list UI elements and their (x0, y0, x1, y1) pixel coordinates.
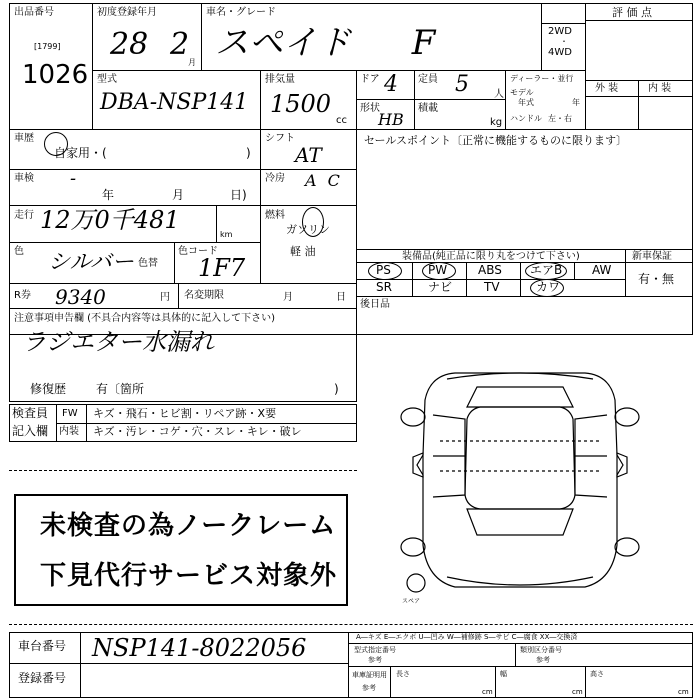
garage-cert-label: 車庫証明用 (352, 671, 387, 679)
interior-check-label: 内装 (59, 426, 79, 437)
mileage-value: 12万0千481 (40, 206, 180, 234)
height-label: 高さ (590, 670, 604, 678)
class-ref-sub: 参考 (536, 656, 550, 664)
ac-value: A C (305, 171, 340, 190)
load-label: 積載 (418, 103, 438, 114)
repair-history-value: 有〔箇所 (96, 382, 145, 396)
color-code-label: 色コード (178, 246, 218, 257)
equip-pw-circle (422, 262, 456, 280)
shift-value: AT (295, 143, 322, 167)
equip-pw: PW (428, 263, 448, 277)
equipment-title: 装備品(純正品に限り丸をつけて下さい) (402, 251, 580, 262)
equip-leather: カワ (536, 280, 561, 294)
displacement-unit: cc (336, 115, 347, 126)
score-label: 評 価 点 (612, 6, 652, 19)
model-label: 型式 (97, 74, 117, 85)
length-unit: cm (482, 688, 493, 696)
mileage-unit: km (220, 230, 233, 239)
fuel-gasoline: ガソリン (286, 223, 330, 236)
inspector-label2: 記入欄 (12, 424, 49, 438)
color-label: 色 (14, 246, 24, 257)
chassis-value: NSP141-8022056 (92, 634, 307, 662)
color-value: シルバー (48, 250, 134, 275)
notes-value: ラジエター水漏れ (22, 328, 214, 356)
recycle-value: 9340 (55, 285, 106, 309)
model-ref-sub: 参考 (368, 656, 382, 664)
inspection-value: - (70, 168, 77, 189)
equip-sr: SR (376, 280, 392, 294)
length-label: 長さ (396, 670, 410, 678)
color-change-label: 色替 (138, 258, 158, 269)
door-label: ドア (360, 74, 380, 85)
year-label: 年式 (518, 98, 534, 107)
registration-label: 登録番号 (18, 671, 67, 685)
capacity-label: 定員 (418, 74, 438, 85)
equip-navi: ナビ (428, 280, 453, 294)
shift-label: シフト (265, 133, 295, 144)
shape-value: HB (378, 110, 404, 129)
reg-month-value: 2 (170, 27, 190, 62)
inspection-day: 日) (230, 188, 247, 202)
height-unit: cm (678, 688, 689, 696)
reg-year-value: 28 (110, 27, 149, 62)
displacement-value: 1500 (270, 90, 332, 118)
lot-small-number: [1799] (34, 42, 61, 51)
transfer-month: 月 (283, 292, 293, 303)
notice-line1: 未検査の為ノークレーム (40, 511, 337, 541)
car-damage-diagram (385, 345, 655, 615)
equip-aw: AW (592, 263, 612, 277)
fw-text: キズ・飛石・ヒビ割・リペア跡・X要 (93, 407, 277, 420)
inspection-month: 月 (172, 188, 185, 202)
history-label: 車歴 (14, 133, 34, 144)
recycle-label: R券 (14, 290, 31, 301)
damage-legend: A―キズ E―エクボ U―凹み W―補修跡 S―サビ C―腐食 XX―交換済 (356, 633, 578, 641)
drive-2wd: 2WD (548, 26, 572, 37)
displacement-label: 排気量 (265, 74, 295, 85)
sales-point-label: セールスポイント〔正常に機能するものに限ります〕 (364, 134, 628, 147)
fuel-diesel: 軽 油 (290, 245, 316, 258)
model-ref-label: 型式指定番号 (354, 646, 396, 654)
model-year-label: モデル (510, 88, 534, 97)
repair-history-label: 修復歴 (30, 382, 67, 396)
notes-label: 注意事項申告欄 (不具合内容等は具体的に記入して下さい) (14, 313, 275, 324)
mileage-label: 走行 (14, 210, 34, 221)
load-unit: kg (490, 117, 503, 128)
year-unit: 年 (572, 98, 580, 107)
car-name-label: 車名・グレード (206, 7, 276, 18)
transfer-day: 日 (336, 292, 346, 303)
lot-number: 1026 (22, 60, 89, 90)
notice-line2: 下見代行サービス対象外 (40, 561, 338, 591)
equip-tv: TV (484, 280, 500, 294)
chassis-label: 車台番号 (18, 639, 67, 653)
width-label: 幅 (500, 670, 507, 678)
repair-history-close: ) (334, 382, 339, 396)
interior-label: 内 装 (648, 83, 672, 94)
dealer-label: ディーラー・並行 (510, 74, 574, 83)
recycle-unit: 円 (160, 292, 170, 303)
capacity-unit: 人 (494, 89, 504, 100)
door-value: 4 (384, 72, 398, 97)
car-name-value: スペイド F (215, 23, 436, 63)
ac-label: 冷房 (265, 173, 285, 184)
equip-airbag-circle (525, 262, 567, 280)
reg-date-label: 初度登録年月 (97, 7, 157, 18)
garage-cert-sub: 参考 (362, 684, 376, 692)
equip-leather-circle (530, 279, 564, 297)
equip-ps-circle (368, 262, 402, 280)
drive-4wd: 4WD (548, 47, 572, 58)
inspection-year: 年 (102, 188, 115, 202)
width-unit: cm (572, 688, 583, 696)
drive-dot: ・ (560, 37, 568, 46)
inspector-label1: 検査員 (12, 406, 49, 420)
history-value: 自家用・( (54, 146, 107, 160)
fw-label: FW (62, 408, 78, 419)
interior-check-text: キズ・汚レ・コゲ・穴・スレ・キレ・破レ (93, 425, 302, 438)
transfer-limit-label: 名変期限 (184, 290, 224, 301)
spare-label: スペア (402, 598, 421, 605)
exterior-label: 外 装 (595, 83, 619, 94)
history-close: ) (246, 146, 251, 160)
class-ref-label: 類別区分番号 (520, 646, 562, 654)
post-repair-label: 後日品 (360, 299, 390, 310)
capacity-value: 5 (455, 72, 469, 97)
color-code-value: 1F7 (198, 254, 246, 282)
new-warranty-value: 有・無 (638, 272, 675, 286)
handle-label: ハンドル (510, 114, 542, 123)
lot-label: 出品番号 (14, 7, 54, 18)
handle-value: 左・右 (548, 114, 572, 123)
shape-label: 形状 (360, 103, 380, 114)
new-warranty-label: 新車保証 (632, 251, 672, 262)
equip-ps: PS (376, 263, 391, 277)
fuel-label: 燃料 (265, 210, 285, 221)
equip-abs: ABS (478, 263, 502, 277)
model-value: DBA-NSP141 (100, 90, 249, 115)
equip-airbag: エアB (530, 263, 563, 277)
reg-month-unit: 月 (188, 58, 196, 67)
inspection-label: 車検 (14, 173, 34, 184)
